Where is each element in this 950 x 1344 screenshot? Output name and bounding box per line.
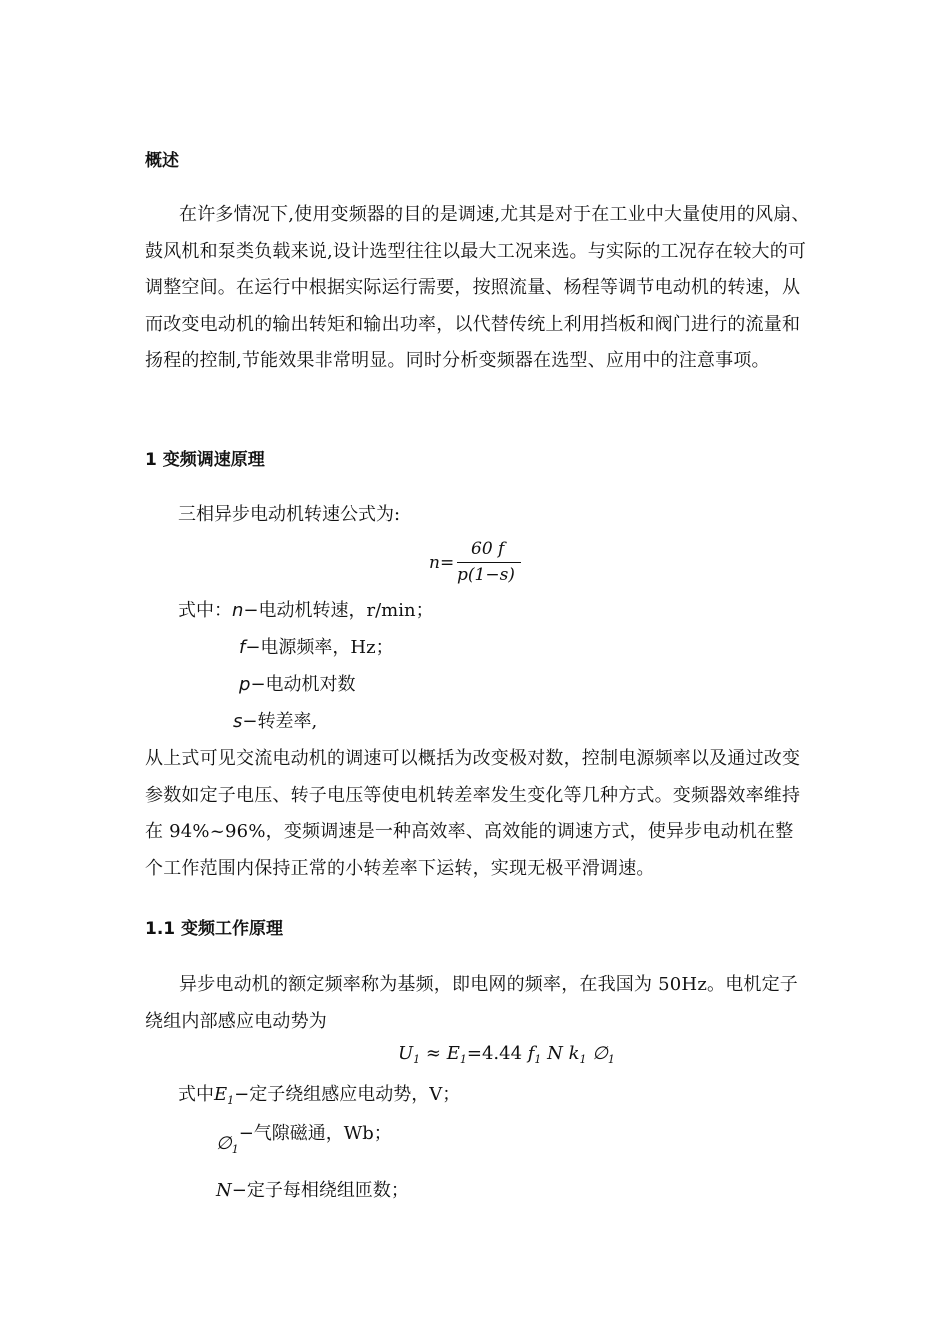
var-row-phi	[216, 1124, 392, 1154]
var-symbol: N	[216, 1180, 232, 1201]
overview-paragraph: 在许多情况下,使用变频器的目的是调速,尤其是对于在工业中大量使用的风扇、鼓风机和泵类负载来说,设计选型往往以最大工况来选。与实际的工况存在较大的可调整空间。在运行中根据实际运行需要，按照流量、杨程等调节电动机的转速，从而改变电动机的输出转矩和输出功率，以代替传统上利用挡板和阀门进行的流量和扬程的控制,节能效果非常明显。同时分析变频器在选型、应用中的注意事项。	[145, 204, 810, 371]
var-desc: −电动机对数	[250, 674, 356, 695]
section-1-1-heading: 1.1 变频工作原理	[145, 919, 284, 939]
var-desc: −电动机转速，r/min；	[243, 600, 434, 621]
var-desc: −定子每相绕组匝数；	[231, 1180, 409, 1201]
formula-denominator: p(1−s)	[457, 565, 515, 585]
formula-lhs: n=	[429, 553, 455, 573]
formula-intro: 三相异步电动机转速公式为:	[178, 504, 401, 525]
var-symbol: n	[232, 600, 244, 621]
var-row-s	[233, 710, 317, 734]
var-row-p	[239, 673, 356, 697]
var-desc: −电源频率，Hz；	[245, 637, 394, 658]
section-1-heading: 1 变频调速原理	[145, 450, 265, 470]
var-symbol: $E_1$	[214, 1084, 235, 1107]
where-prefix: 式中：	[178, 600, 232, 621]
var-desc: −气隙磁通，Wb；	[238, 1123, 392, 1144]
var-symbol: $\emptyset_1$	[216, 1133, 239, 1156]
section-1-1-paragraph: 异步电动机的额定频率称为基频，即电网的频率，在我国为 50Hz。电机定子绕组内部感应电动势为	[145, 974, 799, 1032]
section-1-conclusion: 从上式可见交流电动机的调速可以概括为改变极对数，控制电源频率以及通过改变参数如定子电压、转子电压等使电机转差率发生变化等几种方式。变频器效率维持在 94%~96%，变频调速是一种高效率、高效能的调速方式，使异步电动机在整个工作范围内保持正常的小转差率下运转，实现无极平滑调速。	[145, 748, 801, 879]
fraction-bar	[457, 562, 521, 563]
emf-formula: $U_1 \approx E_1=4.44$ $f_1$ N $k_1$ $\emptyset_1$	[398, 1043, 615, 1066]
var-row-f	[239, 636, 394, 660]
var-symbol: f	[239, 637, 246, 658]
var-symbol: p	[239, 674, 251, 695]
overview-heading: 概述	[145, 151, 179, 171]
formula-numerator: 60 f	[471, 539, 505, 559]
var-desc: −定子绕组感应电动势，V；	[234, 1084, 461, 1105]
var-symbol: s	[233, 711, 243, 732]
where-prefix: 式中	[178, 1084, 214, 1105]
speed-formula	[429, 537, 529, 591]
var-row-n-turns	[216, 1179, 409, 1203]
var-desc: −转差率,	[242, 711, 318, 732]
var-row-e1	[178, 1083, 460, 1113]
var-row-n	[178, 599, 434, 623]
